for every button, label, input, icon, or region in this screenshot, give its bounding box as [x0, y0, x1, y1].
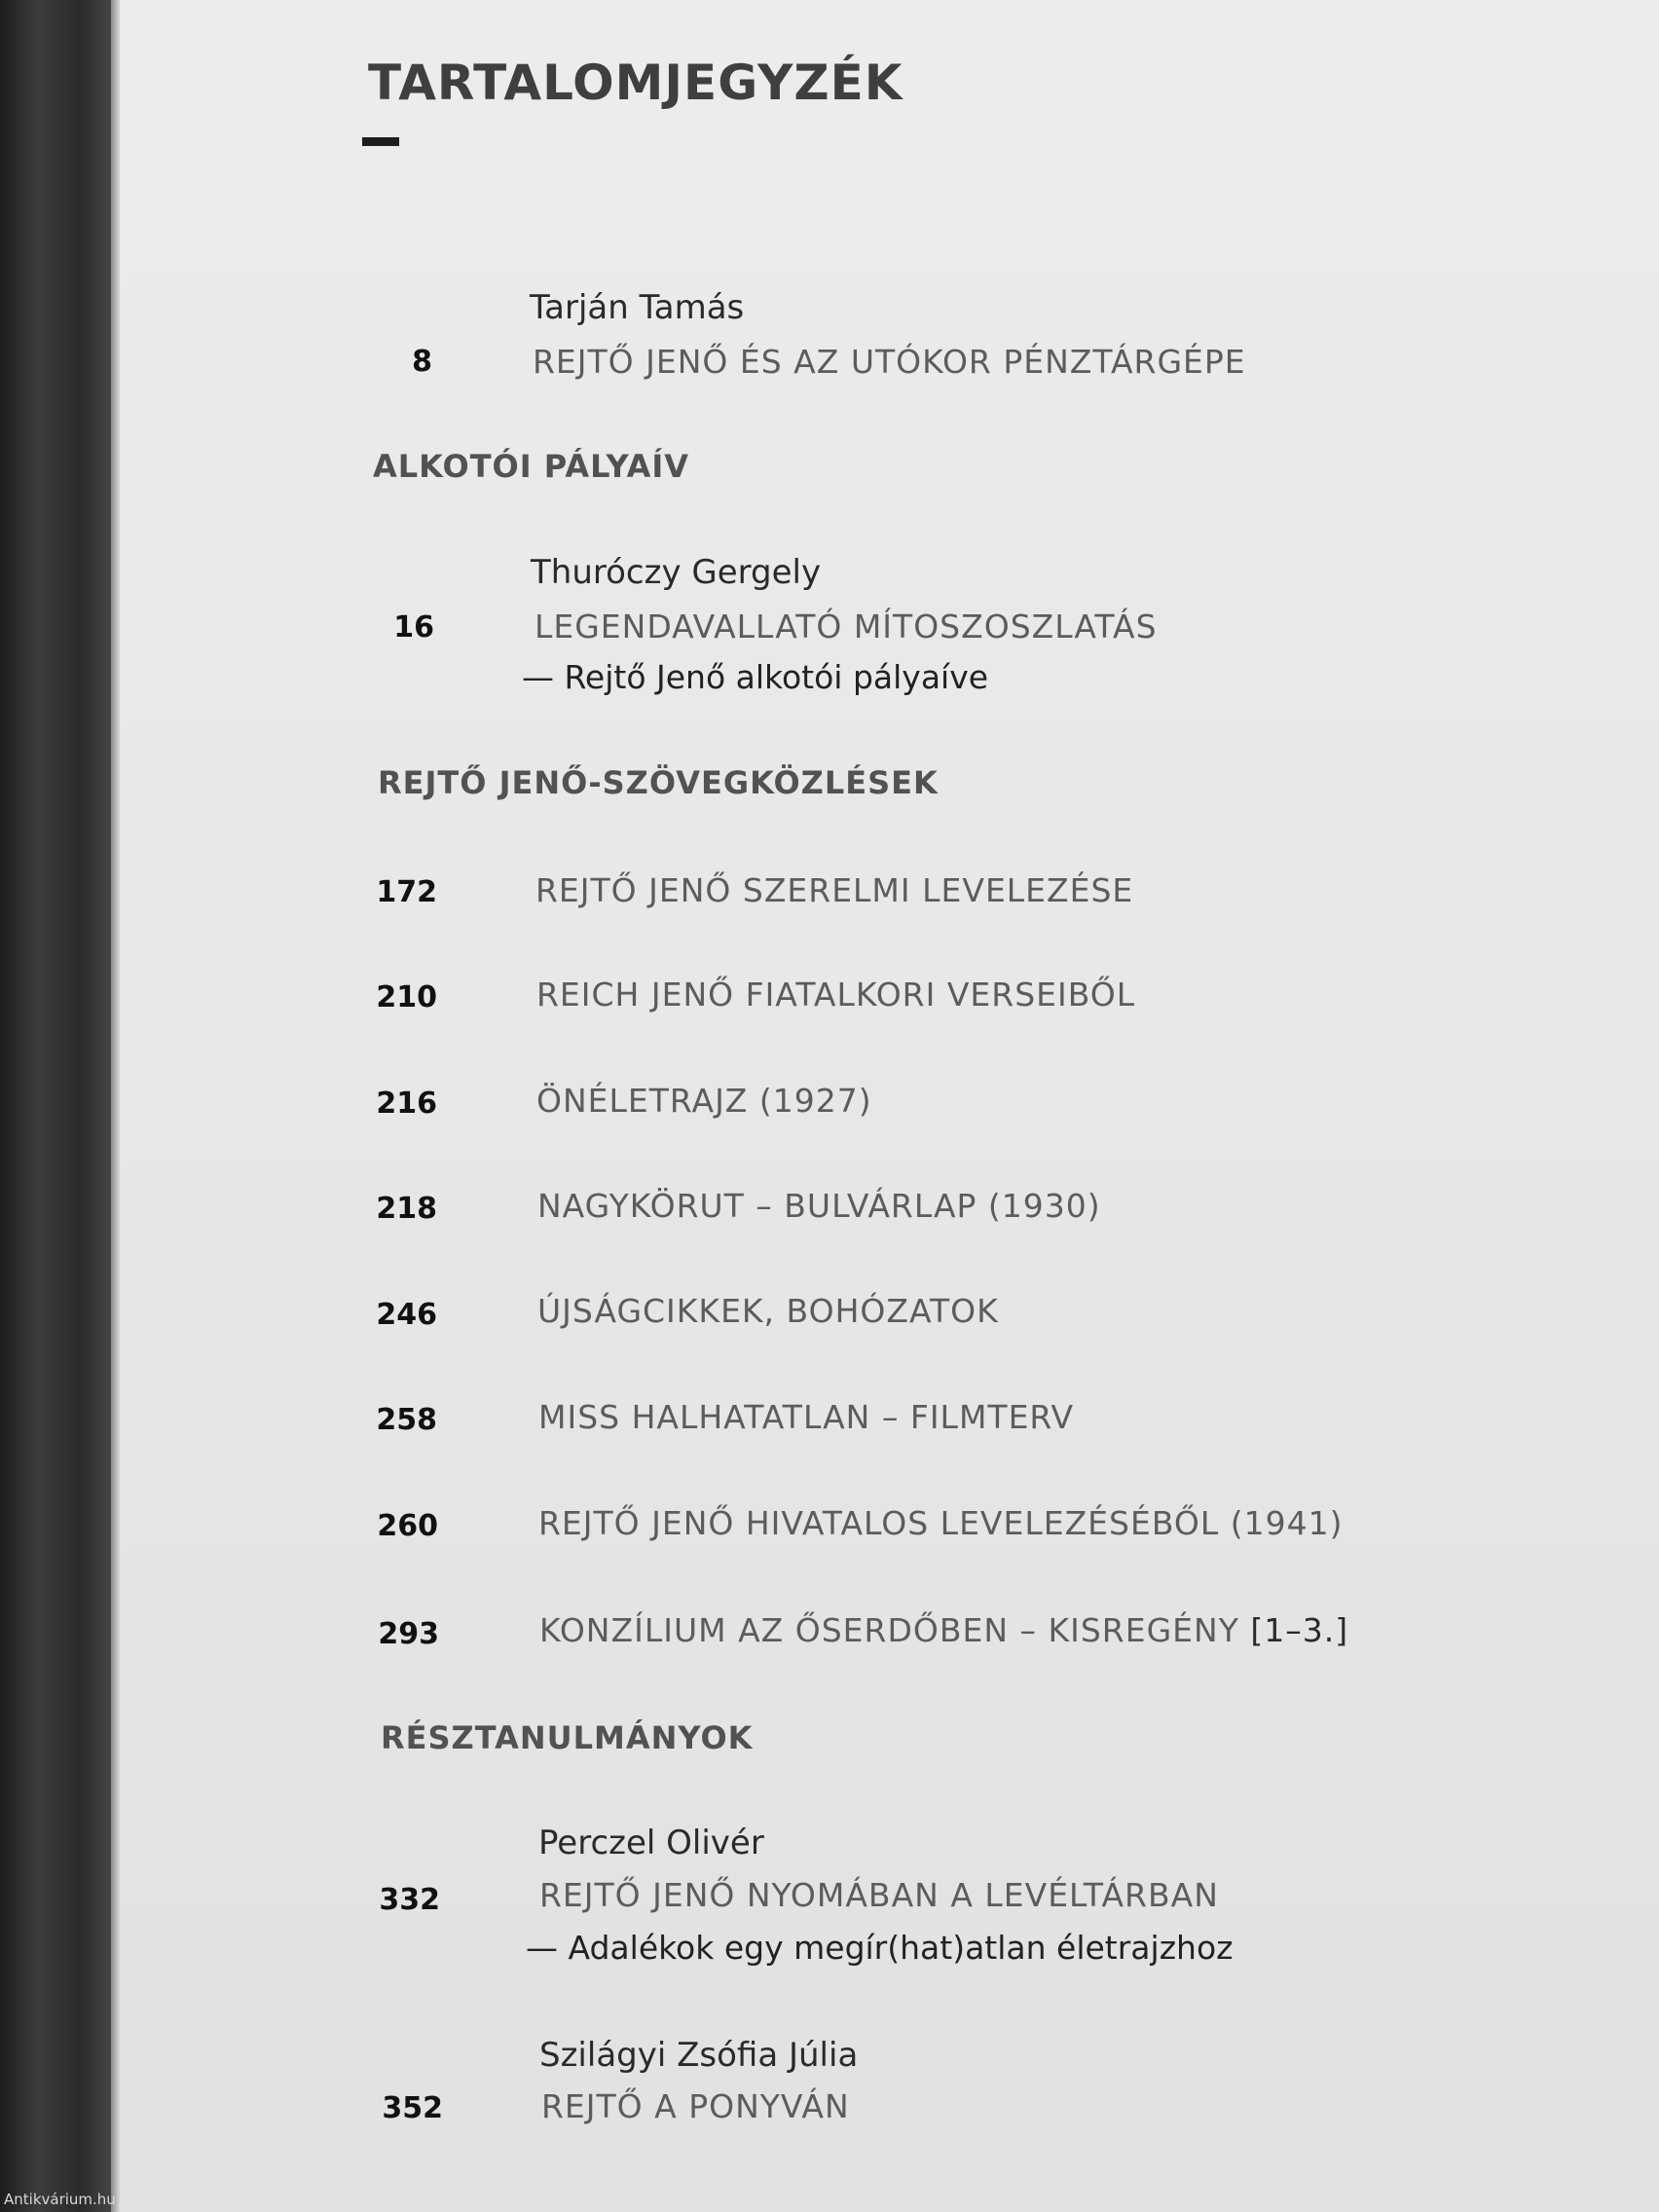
entry-title: ÚJSÁGCIKKEK, BOHÓZATOK [537, 1292, 999, 1330]
entry-title: REJTŐ JENŐ SZERELMI LEVELEZÉSE [535, 871, 1134, 909]
entry-page-number: 216 [376, 1087, 437, 1121]
entry-page-number: 258 [376, 1403, 437, 1437]
book-spine [0, 0, 114, 2212]
entry-page-number: 293 [378, 1617, 439, 1651]
entry-page-number: 352 [382, 2091, 443, 2125]
entry-author: Szilágyi Zsófia Júlia [539, 2036, 859, 2075]
entry-title: ÖNÉLETRAJZ (1927) [536, 1082, 872, 1120]
section-heading: ALKOTÓI PÁLYAÍV [373, 448, 690, 485]
entry-title: REJTŐ JENŐ NYOMÁBAN A LEVÉLTÁRBAN [539, 1876, 1219, 1914]
entry-page-number: 246 [376, 1298, 437, 1332]
entry-title [539, 1611, 1348, 1649]
entry-page-number: 260 [377, 1509, 438, 1543]
page-title: TARTALOMJEGYZÉK [368, 55, 903, 111]
section-heading: REJTŐ JENŐ-SZÖVEGKÖZLÉSEK [378, 764, 939, 801]
entry-page-number: 172 [376, 875, 437, 909]
entry-page-number: 332 [379, 1883, 440, 1917]
entry-subtitle: — Rejtő Jenő alkotói pályaíve [522, 658, 989, 696]
entry-subtitle: — Adalékok egy megír(hat)atlan életrajzhoz [526, 1929, 1234, 1967]
entry-page-number: 218 [376, 1192, 437, 1226]
entry-title: REJTŐ JENŐ ÉS AZ UTÓKOR PÉNZTÁRGÉPE [533, 343, 1246, 381]
entry-author: Tarján Tamás [530, 288, 745, 327]
entry-title: LEGENDAVALLATÓ MÍTOSZOSZLATÁS [535, 608, 1158, 645]
page-edge [111, 0, 120, 2212]
entry-page-number: 16 [393, 610, 434, 645]
entry-author: Thuróczy Gergely [531, 553, 822, 592]
entry-title: REICH JENŐ FIATALKORI VERSEIBŐL [536, 976, 1136, 1014]
title-rule [362, 137, 399, 146]
entry-author: Perczel Olivér [538, 1824, 764, 1862]
watermark: Antikvárium.hu [4, 2191, 116, 2208]
entry-page-number: 8 [412, 345, 432, 379]
entry-title: REJTŐ A PONYVÁN [541, 2087, 850, 2125]
section-heading: RÉSZTANULMÁNYOK [381, 1719, 754, 1756]
entry-title: REJTŐ JENŐ HIVATALOS LEVELEZÉSÉBŐL (1941) [538, 1504, 1344, 1542]
entry-title: MISS HALHATATLAN – FILMTERV [538, 1398, 1075, 1436]
entry-page-number: 210 [376, 980, 437, 1014]
entry-title-suffix: [1–3.] [1250, 1611, 1349, 1649]
entry-title-text: KONZÍLIUM AZ ŐSERDŐBEN – KISREGÉNY [539, 1611, 1239, 1649]
entry-title: NAGYKÖRUT – BULVÁRLAP (1930) [537, 1187, 1101, 1225]
